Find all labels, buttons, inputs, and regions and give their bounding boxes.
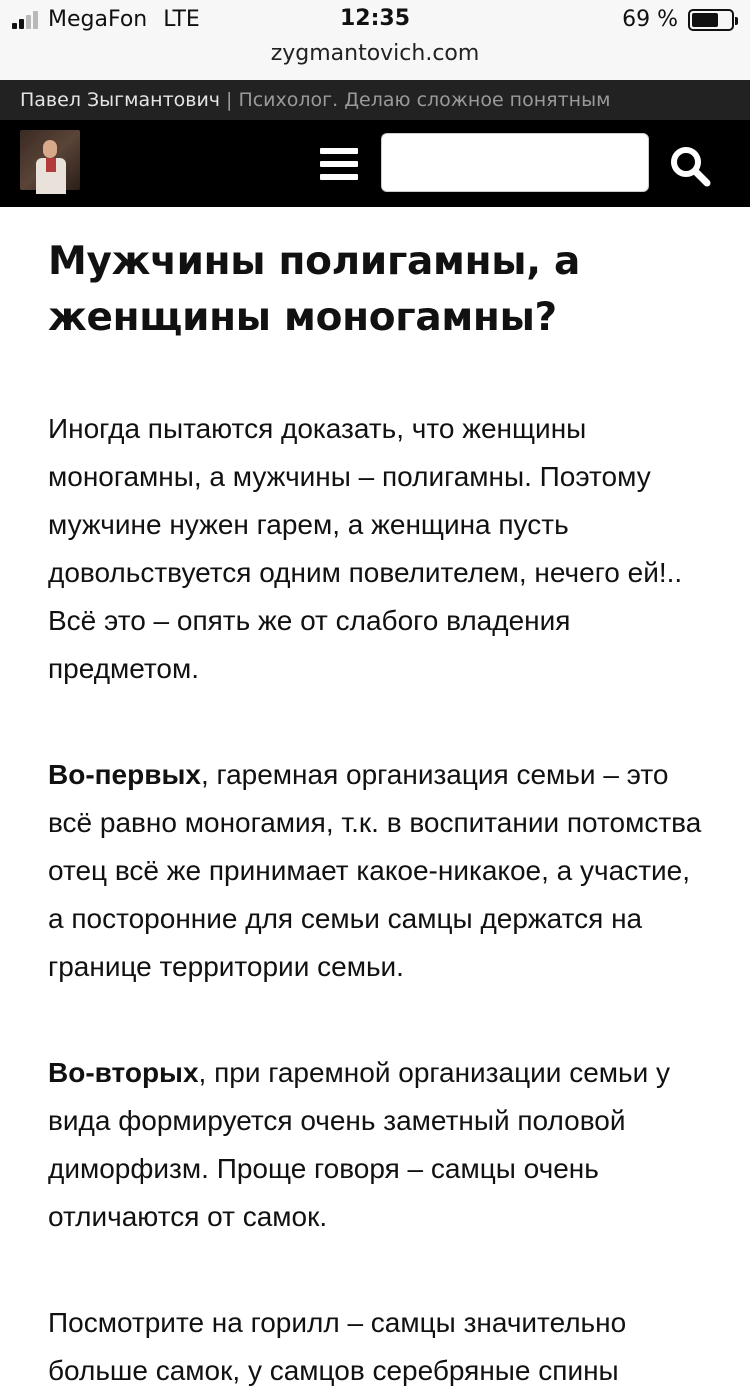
article xyxy=(48,207,703,1395)
search-input[interactable] xyxy=(381,133,649,192)
avatar-head xyxy=(43,140,57,158)
battery-level xyxy=(692,13,718,27)
avatar-tie xyxy=(46,158,56,172)
clock: 12:35 xyxy=(339,6,411,31)
magnifier-icon[interactable] xyxy=(668,144,712,188)
network-type: LTE xyxy=(163,7,200,32)
paragraph-lead: Во-первых xyxy=(48,759,201,790)
paragraph-lead: Во-вторых xyxy=(48,1057,199,1088)
address-bar[interactable] xyxy=(0,42,750,80)
status-bar xyxy=(0,0,750,42)
battery-icon xyxy=(688,9,734,31)
title-separator: | xyxy=(226,89,233,111)
hamburger-menu-icon[interactable] xyxy=(320,148,358,180)
site-tagline: Психолог. Делаю сложное понятным xyxy=(238,89,611,111)
status-right xyxy=(622,7,734,32)
article-paragraph-2 xyxy=(48,751,703,991)
paragraph-text: Посмотрите на горилл – самцы значительно больше самок, у самцов серебряные спины xyxy=(48,1307,627,1386)
battery-tip xyxy=(735,17,738,25)
battery-percent: 69 % xyxy=(622,7,678,32)
paragraph-text: , при гаремной организации семьи у вида формируется очень заметный половой диморфизм. Проще говоря – самцы очень отличаются от самок. xyxy=(48,1057,671,1232)
carrier-name: MegaFon xyxy=(48,7,148,32)
article-paragraph-1 xyxy=(48,405,703,693)
author-avatar[interactable] xyxy=(20,130,80,190)
site-nav-bar xyxy=(0,120,750,207)
paragraph-text: Иногда пытаются доказать, что женщины моногамны, а мужчины – полигамны. Поэтому мужчине нужен гарем, а женщина пусть довольствуется одним повелителем, нечего ей!.. Всё это – опять же от слабого владения предметом. xyxy=(48,413,683,684)
article-paragraph-4 xyxy=(48,1299,703,1395)
site-author-link[interactable]: Павел Зыгмантович xyxy=(20,89,221,111)
url-text[interactable]: zygmantovich.com xyxy=(270,41,480,66)
article-title: Мужчины полигамны, а женщины моногамны? xyxy=(48,239,581,340)
site-title-bar xyxy=(0,80,750,120)
article-paragraph-3 xyxy=(48,1049,703,1241)
paragraph-text: , гаремная организация семьи – это всё равно моногамия, т.к. в воспитании потомства отец всё же принимает какое-никакое, а участие, а посторонние для семьи самцы держатся на границе территории семьи. xyxy=(48,759,702,982)
